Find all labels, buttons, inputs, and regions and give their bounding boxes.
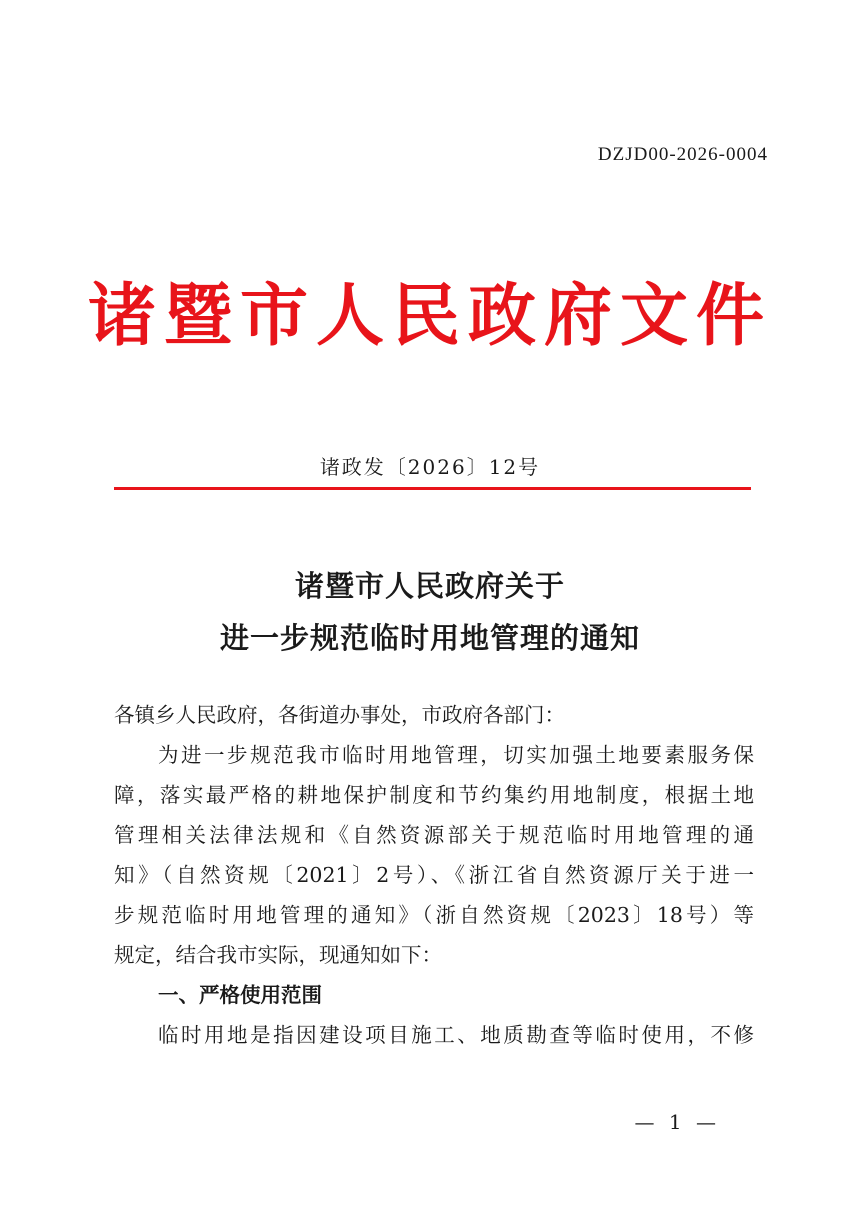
section-1-heading: 一、严格使用范围 (158, 983, 322, 1007)
issuer-masthead: 诸暨市人民政府文件 (87, 276, 772, 356)
paragraph-1-line-3: 管理相关法律法规和《自然资源部关于规范临时用地管理的通 (114, 823, 754, 847)
paragraph-1-line-2: 障，落实最严格的耕地保护制度和节约集约用地制度，根据土地 (114, 783, 754, 807)
paragraph-1-line-4: 知》（自然资规〔2021〕2号）、《浙江省自然资源厅关于进一 (114, 863, 754, 887)
page-number: — 1 — (634, 1110, 720, 1134)
paragraph-1 (114, 735, 754, 975)
paragraph-1-line-5: 步规范临时用地管理的通知》（浙自然资规〔2023〕18号）等 (114, 903, 754, 927)
issue-number: 诸政发〔2026〕12号 (319, 455, 541, 479)
section-1-paragraph (114, 1015, 754, 1055)
title-line-2: 进一步规范临时用地管理的通知 (219, 621, 640, 655)
section-1-line-1: 临时用地是指因建设项目施工、地质勘查等临时使用，不修 (158, 1023, 754, 1047)
paragraph-1-line-1: 为进一步规范我市临时用地管理，切实加强土地要素服务保 (158, 743, 754, 767)
paragraph-1-line-6: 规定，结合我市实际，现通知如下： (114, 943, 442, 967)
red-separator-line (114, 487, 751, 490)
document-title (0, 560, 860, 664)
salutation: 各镇乡人民政府，各街道办事处，市政府各部门： (114, 703, 565, 727)
document-body (114, 695, 754, 1055)
title-line-1: 诸暨市人民政府关于 (294, 569, 565, 603)
document-code: DZJD00-2026-0004 (597, 144, 768, 165)
